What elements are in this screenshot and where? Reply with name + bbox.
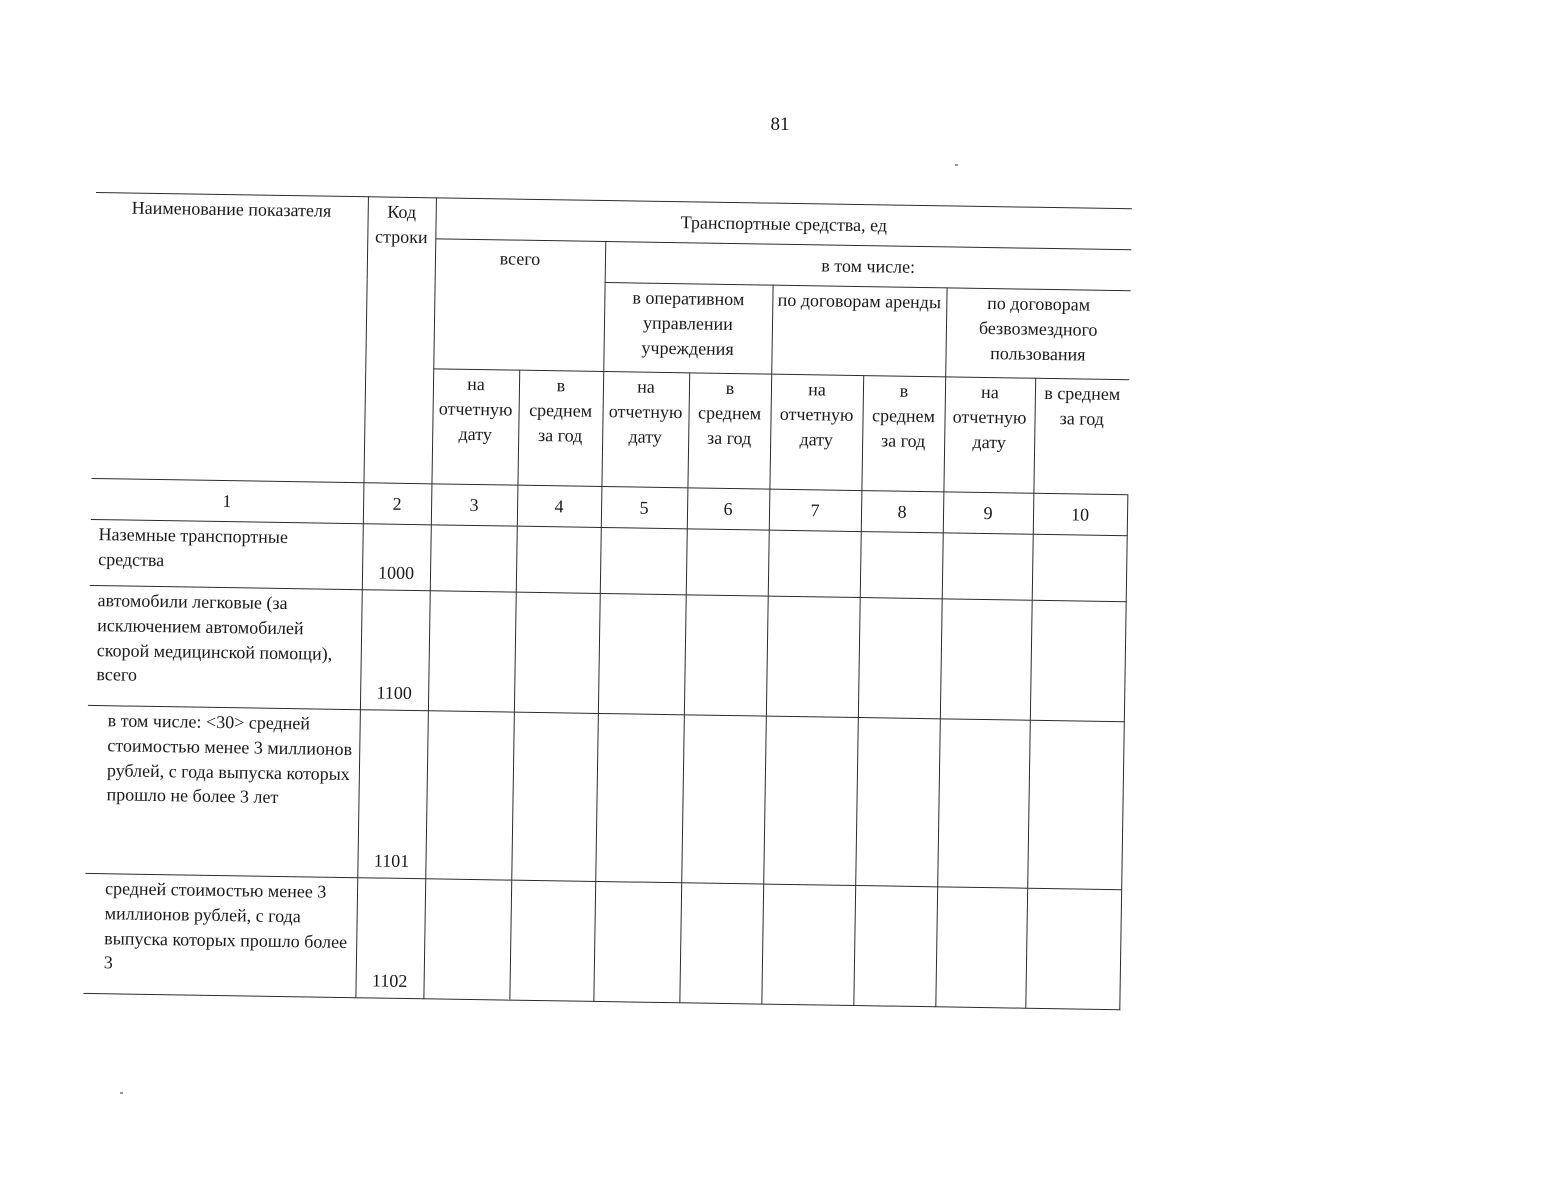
column-number-6: 6: [687, 488, 770, 530]
data-cell[interactable]: [593, 881, 681, 1002]
row-name: Наземные транспортные средства: [90, 519, 363, 589]
data-cell[interactable]: [766, 596, 860, 717]
header-row-code: Код строки: [363, 197, 435, 484]
table-row: [85, 705, 1124, 889]
column-number-10: 10: [1033, 493, 1128, 535]
scan-speck: [120, 1092, 123, 1094]
data-cell[interactable]: [858, 598, 942, 719]
data-cell[interactable]: [1032, 534, 1127, 601]
row-code: 1101: [357, 710, 428, 879]
data-cell[interactable]: [679, 883, 763, 1004]
data-cell[interactable]: [935, 887, 1027, 1008]
data-cell[interactable]: [761, 884, 855, 1005]
data-cell[interactable]: [940, 599, 1032, 720]
data-cell[interactable]: [430, 525, 517, 592]
vehicles-form-table: [83, 192, 1132, 1010]
data-cell[interactable]: [1030, 600, 1126, 721]
data-cell[interactable]: [423, 879, 511, 1000]
header-total: всего: [433, 239, 605, 372]
data-cell[interactable]: [514, 592, 600, 713]
column-number-1: 1: [91, 478, 364, 523]
data-cell[interactable]: [686, 529, 769, 596]
data-cell[interactable]: [598, 593, 686, 714]
data-cell[interactable]: [511, 712, 598, 881]
data-cell[interactable]: [428, 591, 516, 712]
row-name: средней стоимостью менее 3 миллионов рублей, с года выпуска которых прошло более 3: [83, 873, 357, 997]
header-indicator-name: Наименование показателя: [91, 192, 367, 482]
table-row: [83, 873, 1121, 1009]
column-number-3: 3: [431, 484, 518, 526]
header-col6-avg-year: в среднем за год: [687, 373, 771, 489]
column-number-4: 4: [517, 485, 602, 527]
header-group-operational-management: в оперативном управлении учреждения: [603, 283, 772, 375]
data-cell[interactable]: [855, 718, 940, 887]
page-number: 81: [770, 114, 790, 135]
row-code: 1100: [360, 590, 430, 711]
table-row: [88, 585, 1126, 721]
header-group-free-use: по договорам безвозмездного пользования: [945, 288, 1130, 380]
data-cell[interactable]: [1025, 888, 1121, 1009]
data-cell[interactable]: [763, 716, 858, 885]
data-cell[interactable]: [937, 719, 1030, 888]
header-including: в том числе:: [605, 242, 1132, 291]
header-col7-on-date: на отчетную дату: [769, 374, 863, 490]
header-vehicles-units: Транспортные средства, ед: [435, 198, 1132, 250]
header-col5-on-date: на отчетную дату: [601, 371, 689, 487]
data-cell[interactable]: [942, 533, 1033, 600]
column-number-5: 5: [601, 486, 688, 528]
header-col4-avg-year: в среднем за год: [517, 370, 603, 486]
data-cell[interactable]: [681, 715, 766, 884]
data-cell[interactable]: [595, 713, 684, 882]
data-cell[interactable]: [600, 527, 687, 594]
row-name: автомобили легковые (за исключением автомобилей скорой медицинской помощи), всего: [88, 585, 362, 709]
data-cell[interactable]: [1027, 720, 1124, 889]
header-group-lease: по договорам аренды: [771, 285, 946, 377]
data-cell[interactable]: [516, 526, 601, 593]
data-cell[interactable]: [684, 595, 768, 716]
data-cell[interactable]: [509, 880, 595, 1001]
header-col10-avg-year: в среднем за год: [1033, 378, 1129, 494]
header-col3-on-date: на отчетную дату: [431, 369, 519, 485]
data-cell[interactable]: [768, 530, 861, 597]
row-name: в том числе: <30> средней стоимостью менее 3 миллионов рублей, с года выпуска которых прошло не более 3 лет: [85, 705, 360, 877]
column-number-8: 8: [861, 491, 944, 533]
column-number-9: 9: [943, 492, 1034, 534]
header-col8-avg-year: в среднем за год: [861, 376, 945, 492]
form-table-container: [83, 192, 1131, 1010]
column-number-7: 7: [769, 489, 862, 531]
data-cell[interactable]: [860, 532, 943, 599]
data-cell[interactable]: [425, 711, 514, 880]
scan-speck: [955, 164, 958, 166]
header-col9-on-date: на отчетную дату: [943, 377, 1035, 493]
column-number-2: 2: [363, 483, 432, 525]
data-cell[interactable]: [853, 886, 937, 1007]
row-code: 1000: [362, 524, 431, 591]
row-code: 1102: [355, 878, 425, 999]
